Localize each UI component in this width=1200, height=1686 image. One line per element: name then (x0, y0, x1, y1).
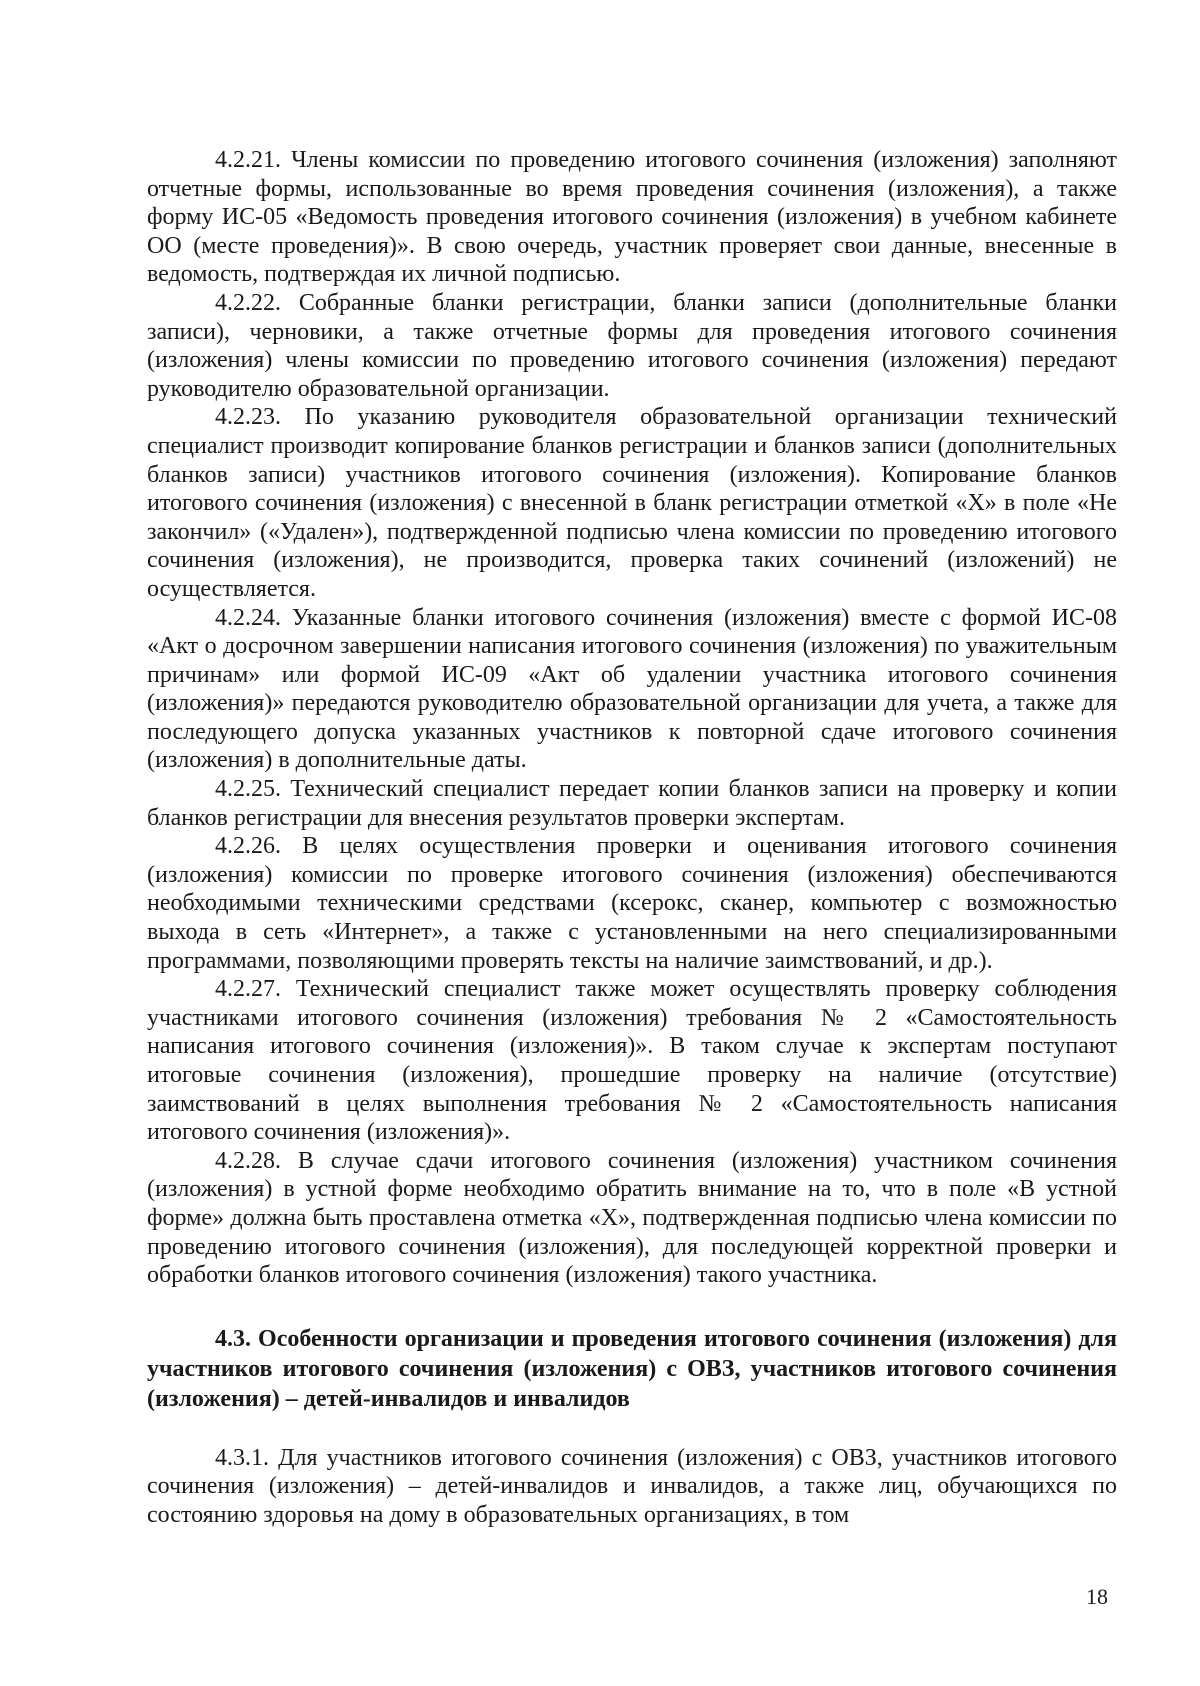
paragraph-4-2-27: 4.2.27. Технический специалист также может осуществлять проверку соблюдения участниками итогового сочинения (изложения) требования № 2 «Самостоятельность написания итогового сочинения (изложения)». В таком случае к экспертам поступают итоговые сочинения (изложения), прошедшие проверку на наличие (отсутствие) заимствований в целях выполнения требования № 2 «Самостоятельность написания итогового сочинения (изложения)». (147, 976, 1117, 1146)
page-number: 18 (1086, 1584, 1108, 1609)
paragraph-4-2-22: 4.2.22. Собранные бланки регистрации, бланки записи (дополнительные бланки записи), черновики, а также отчетные формы для проведения итогового сочинения (изложения) члены комиссии по проведению итогового сочинения (изложения) передают руководителю образовательной организации. (147, 289, 1117, 402)
paragraph-4-2-28: 4.2.28. В случае сдачи итогового сочинения (изложения) участником сочинения (изложения) в устной форме необходимо обратить внимание на то, что в поле «В устной форме» должна быть проставлена отметка «X», подтвержденная подписью члена комиссии по проведению итогового сочинения (изложения), для последующей корректной проверки и обработки бланков итогового сочинения (изложения) такого участника. (147, 1147, 1117, 1289)
paragraph-4-3-1: 4.3.1. Для участников итогового сочинения (изложения) с ОВЗ, участников итогового сочинения (изложения) – детей-инвалидов и инвалидов, а также лиц, обучающихся по состоянию здоровья на дому в образовательных организациях, в том (147, 1444, 1117, 1528)
paragraph-4-2-23: 4.2.23. По указанию руководителя образовательной организации технический специалист производит копирование бланков регистрации и бланков записи (дополнительных бланков записи) участников итогового сочинения (изложения). Копирование бланков итогового сочинения (изложения) с внесенной в бланк регистрации отметкой «X» в поле «Не закончил» («Удален»), подтвержденной подписью члена комиссии по проведению итогового сочинения (изложения), не производится, проверка таких сочинений (изложений) не осуществляется. (147, 404, 1117, 602)
paragraph-4-2-21: 4.2.21. Члены комиссии по проведению итогового сочинения (изложения) заполняют отчетные формы, использованные во время проведения сочинения (изложения), а также форму ИС-05 «Ведомость проведения итогового сочинения (изложения) в учебном кабинете ОО (месте проведения)». В свою очередь, участник проверяет свои данные, внесенные в ведомость, подтверждая их личной подписью. (147, 147, 1117, 288)
paragraph-4-2-25: 4.2.25. Технический специалист передает копии бланков записи на проверку и копии бланков регистрации для внесения результатов проверки экспертам. (147, 776, 1117, 831)
document-body (147, 146, 1117, 1530)
section-heading-4-3: 4.3. Особенности организации и проведения итогового сочинения (изложения) для участников итогового сочинения (изложения) с ОВЗ, участников итогового сочинения (изложения) – детей-инвалидов и инвалидов (147, 1325, 1117, 1412)
paragraph-4-2-26: 4.2.26. В целях осуществления проверки и оценивания итогового сочинения (изложения) комиссии по проверке итогового сочинения (изложения) обеспечиваются необходимыми техническими средствами (ксерокс, сканер, компьютер с возможностью выхода в сеть «Интернет», а также с установленными на него специализированными программами, позволяющими проверять тексты на наличие заимствований, и др.). (147, 833, 1117, 974)
paragraph-4-2-24: 4.2.24. Указанные бланки итогового сочинения (изложения) вместе с формой ИС-08 «Акт о досрочном завершении написания итогового сочинения (изложения) по уважительным причинам» или формой ИС-09 «Акт об удалении участника итогового сочинения (изложения)» передаются руководителю образовательной организации для учета, а также для последующего допуска указанных участников к повторной сдаче итогового сочинения (изложения) в дополнительные даты. (147, 604, 1117, 774)
